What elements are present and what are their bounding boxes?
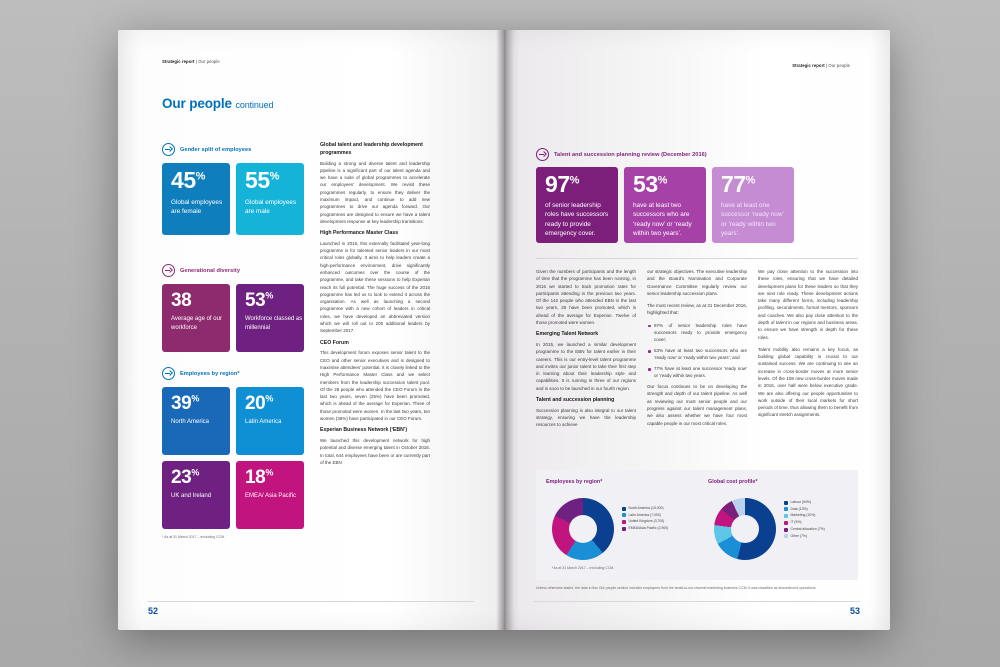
chart-footnote: *As at 31 March 2017 – excluding CCM.: [552, 566, 615, 570]
legend-global-cost-profile: [784, 500, 850, 540]
stat-number: 23%: [171, 467, 199, 488]
arrow-right-icon: [162, 264, 175, 277]
stat-tile: [236, 284, 304, 352]
stat-number: 39%: [171, 393, 199, 414]
stat-number: 18%: [245, 467, 273, 488]
stat-tile: [236, 461, 304, 529]
column-paragraph: We launched this development network for high potential and diverse emerging talent in October 2016. In total, 644 employees have been or are currently part of the EBN: [320, 437, 430, 465]
legend-swatch: [622, 527, 626, 531]
legend-label: Central allocation (7%): [790, 526, 825, 531]
legend-item: [622, 526, 700, 532]
legend-label: Other (7%): [790, 533, 808, 538]
legend-label: United Kingdom (3,700): [628, 519, 665, 524]
stat-tile: [624, 167, 706, 243]
footer-rule: [148, 601, 474, 602]
stat-tile: [162, 163, 230, 235]
folio-left: 52: [148, 606, 159, 616]
legend-item: [784, 534, 850, 540]
legend-swatch: [784, 501, 788, 505]
column-heading: Talent and succession planning: [536, 397, 615, 404]
chart-title-employees-by-region: Employees by region*: [546, 479, 603, 485]
left-runhead-bold: Strategic report: [162, 59, 195, 64]
column-paragraph: our strategic objectives. The executive leadership and the Board’s Nomination and Corporate Governance Committee regularly review our senior leadership succession plans.: [647, 269, 747, 296]
legend-swatch: [784, 514, 788, 518]
left-page: [118, 30, 504, 630]
right-runhead-bold: Strategic report: [792, 63, 825, 68]
stat-caption: Global employees are female: [171, 199, 223, 216]
section-gender-split: [162, 143, 251, 156]
section-generational-diversity-label: Generational diversity: [180, 267, 240, 274]
column-paragraph: We pay close attention to the succession into these roles, ensuring that we have detailed development plans for these leaders so that they are next role ready. These development actions take many different forms, including leadership profiling, secondments, formal mentors, sponsors and coaches. We also pay close attention to the depth of talent in our regions and business areas, to ensure we have strength in depth for these roles.: [758, 269, 858, 340]
content-rule: [536, 258, 858, 259]
stat-tile: [162, 461, 230, 529]
column-paragraph: In 2015, we launched a similar development programme to the EBN for talent earlier in their careers. This is our entry-level talent programme and invites our junior talent to take their first step in learning about their leadership style and capabilities. It is running in three of our regions and is soon to be launched in our fourth region.: [536, 342, 636, 391]
donut-hole: [731, 515, 759, 543]
stat-caption: of senior leadership roles have successors ready to provide emergency cover.: [545, 202, 609, 237]
legend-label: Labour (54%): [790, 500, 812, 504]
stat-number: 53%: [245, 290, 273, 311]
bullet-item: 97% of senior leadership roles have successors ready to provide emergency cover;: [647, 322, 747, 344]
footer-rule: [534, 601, 860, 602]
column-paragraph: Our focus continues to be on developing the strength and depth of our talent pipeline. As well as reviewing our most senior people and our progress against our talent management plans, we also assess whether we have four most capable people in our most critical roles.: [647, 384, 747, 426]
stat-tile: [236, 387, 304, 455]
stat-caption: North America: [171, 419, 210, 425]
legend-item: [784, 513, 850, 519]
left-runhead: [162, 59, 220, 64]
legend-swatch: [784, 534, 788, 538]
right-runhead: [792, 63, 850, 68]
section-gender-split-label: Gender split of employees: [180, 146, 252, 153]
legend-label: North America (15,000): [628, 506, 664, 510]
region-footnote: * As at 31 March 2017 – excluding CCM.: [162, 535, 226, 539]
column-paragraph: Succession planning is also integral to our talent strategy, ensuring we have the leadership resources to achieve: [536, 407, 636, 428]
chart-title-global-cost-profile: Global cost profile*: [708, 479, 758, 485]
legend-label: Data (13%): [790, 506, 808, 511]
stat-tile: [236, 163, 304, 235]
legend-label: Latin America (7,000): [628, 512, 661, 517]
right-page: [504, 30, 890, 630]
stat-caption: Latin America: [245, 419, 282, 425]
section-employees-by-region-label: Employees by region*: [180, 370, 240, 377]
legend-label: EMEA/Asia Pacific (2,900): [628, 526, 669, 531]
column-heading: Emerging Talent Network: [536, 331, 599, 338]
stat-number: 77%: [721, 171, 755, 197]
legend-label: IT (9%): [790, 520, 802, 525]
legend-swatch: [784, 528, 788, 532]
stat-caption: Workforce classed as millennial: [245, 316, 303, 331]
page-title-suffix: continued: [235, 100, 274, 110]
legend-item: [784, 507, 850, 513]
legend-employees-by-region: [622, 506, 700, 533]
donut-chart-employees-by-region: [552, 498, 614, 560]
legend-item: [784, 520, 850, 526]
stat-tile: [162, 284, 230, 352]
folio-right: 53: [849, 606, 860, 616]
stat-tile: [162, 387, 230, 455]
column-paragraph: Building a strong and diverse talent and leadership pipeline is a significant part of our talent agenda and we have a suite of global programmes to accelerate our employees’ development. We revisit these programmes regularly, to ensure they deliver the maximum impact, and continue to add new programmes to drive our agenda forward. Our programmes are designed to ensure we have a talent development response at key leadership transitions:: [320, 160, 430, 224]
column-paragraph: Talent mobility also remains a key focus, as building global capability is crucial to our sustained success. We are continuing to see an increase in cross-border moves at more senior levels. Of the 108 new cross-border moves made in 2016, over half were below executive grade. We are also offering our people opportunities to work outside of their local markets for short periods of time, thus allowing them to benefit from significant stretch assignments.: [758, 346, 858, 418]
stat-tile: [712, 167, 794, 243]
donut-hole: [569, 515, 597, 543]
section-generational-diversity: [162, 264, 240, 277]
stat-caption: have at least two successors who are ‘ready now’ or ‘ready within two years’.: [633, 202, 692, 237]
stat-tile: [536, 167, 618, 243]
legend-swatch: [622, 507, 626, 511]
right-text-column-2: [647, 268, 747, 432]
stat-number: 97%: [545, 171, 579, 197]
column-heading: High Performance Master Class: [320, 230, 399, 237]
page-title: [162, 96, 273, 111]
arrow-right-icon: [162, 367, 175, 380]
legend-item: [784, 500, 850, 506]
right-text-column-3: [758, 268, 858, 424]
right-text-column-1: [536, 268, 636, 434]
stat-number: 45%: [171, 167, 205, 193]
stat-number: 55%: [245, 167, 279, 193]
legend-item: [622, 519, 700, 525]
charts-footnote: Unless otherwise stated, the data in this Our people section includes employees from the small-to-our channel marketing business CCM, it was classified as discontinued operations.: [536, 586, 817, 590]
section-employees-by-region: [162, 367, 240, 380]
column-heading: CEO Forum: [320, 339, 349, 346]
column-heading: Experian Business Network (‘EBN’): [320, 427, 408, 434]
legend-label: Marketing (10%): [790, 513, 816, 518]
legend-item: [784, 527, 850, 533]
section-talent-succession-label: Talent and succession planning review (December 2016): [554, 151, 707, 158]
stat-caption: EMEA/ Asia Pacific: [245, 493, 297, 499]
stat-caption: Average age of our workforce: [171, 316, 222, 331]
legend-item: [622, 513, 700, 519]
stat-caption: UK and Ireland: [171, 493, 212, 499]
right-runhead-rest: | Our people: [824, 63, 850, 68]
donut-chart-global-cost-profile: [714, 498, 776, 560]
bullet-item: 77% have at least one successor ‘ready now’ or ‘ready within two years.: [647, 365, 747, 380]
legend-swatch: [784, 507, 788, 511]
legend-swatch: [622, 513, 626, 517]
page-title-main: Our people: [162, 96, 232, 111]
arrow-right-icon: [162, 143, 175, 156]
column-paragraph: Launched in 2016, this externally facilitated year-long programme is for talented senior leaders in our most critical roles globally. It aims to help leaders create a high-performance environment, drive significantly enhanced outcomes over the course of the programme, and take these sessions to help Experian reach its full potential. The huge success of the 2016 programme has led us to look to extend it across the organisation. As well as launching a second programme with a new cohort of leaders in critical roles, we have developed an abbreviated version which we will roll out to 200 additional leaders by September 2017.: [320, 240, 430, 334]
left-text-column: [320, 142, 430, 471]
left-runhead-rest: | Our people: [194, 59, 220, 64]
stat-number: 38: [171, 290, 192, 311]
open-book: [118, 30, 890, 630]
stat-caption: Global employees are male: [245, 199, 297, 216]
legend-item: [622, 506, 700, 512]
charts-panel: [536, 470, 858, 580]
column-paragraph: Given the numbers of participants and the length of time that the programme has been running, in 2016 we started to track promotion rates for participants attending in the previous two years. Of the 142 people who attended EBN in the last two years, 26 have been promoted, which is ahead of the average for Experian. Twelve of those promoted were women.: [536, 269, 636, 325]
column-heading: Global talent and leadership development programmes: [320, 142, 423, 156]
stat-number: 53%: [633, 171, 667, 197]
bullet-item: 53% have at least two successors who are ‘ready now’ or ‘ready within two years’; and: [647, 347, 747, 362]
legend-swatch: [622, 520, 626, 524]
stat-number: 20%: [245, 393, 273, 414]
arrow-right-icon: [536, 148, 549, 161]
column-paragraph: This development forum exposes senior talent to the CEO and other senior executives and is designed to maximise attendees’ potential. It is closely linked to the High Performance Master Class and we select members from the leadership succession talent pool. Of the 28 people who attended the CEO Forum in the last two years, seven (25%) have been promoted, which is ahead of the average for Experian. Three of those promoted were women. In the last two years, ten women (36%) have participated in our CEO Forum.: [320, 350, 430, 421]
legend-swatch: [784, 521, 788, 525]
stat-caption: have at least one successor ‘ready now’ or ‘ready within two years’.: [721, 202, 784, 237]
section-talent-succession: [536, 148, 707, 161]
column-paragraph: The most recent review, as at 31 December 2016, highlighted that:: [647, 303, 747, 316]
